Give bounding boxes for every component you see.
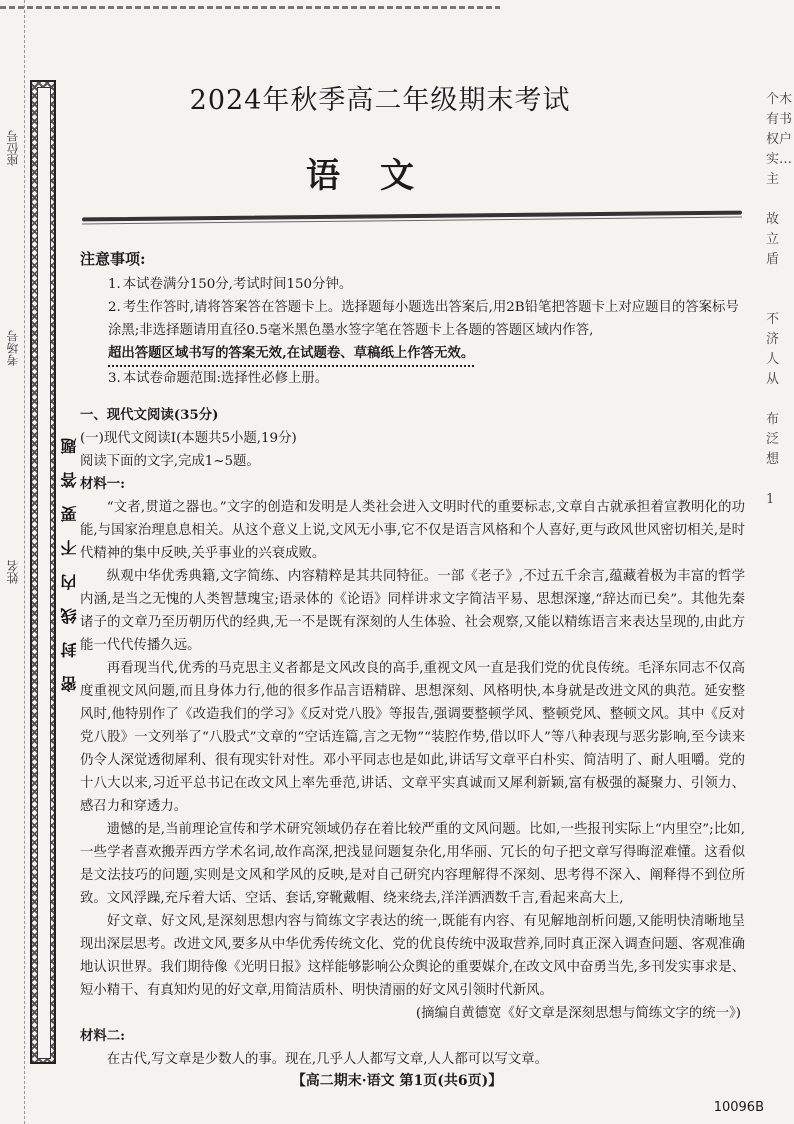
adjacent-page-fragment: 个木: [766, 92, 793, 107]
paragraph: 再看现当代,优秀的马克思主义者都是文风改良的高手,重视文风一直是我们党的优良传统。毛泽东同志不仅高度重视文风问题,而且身体力行,他的很多作品言语精辟、思想深刻、风格明快,本身就是改进文风的典范。延安整风时,他特别作了《改造我们的学习》《反对党八股》等报告,强调要整顿学风、整顿党风、整顿文风。其中《反对党八股》一文列举了“八股式”文章的“空话连篇,言之无物”“装腔作势,借以吓人”等八种表现与恶劣影响,至今读来仍令人深觉透彻犀利、很有现实针对性。邓小平同志也是如此,讲话写文章平白朴实、简洁明了、耐人咀嚼。党的十八大以来,习近平总书记在改文风上率先垂范,讲话、文章平实真诚而又犀利新颖,富有极强的凝聚力、引领力、感召力和穿透力。: [80, 661, 745, 814]
exam-subject: 语文: [306, 156, 454, 196]
name-label: 姓名: [6, 560, 20, 584]
binding-warning: 密封线内不要答题: [60, 420, 79, 692]
adjacent-page-fragment: [766, 290, 794, 310]
subsection-heading: (一)现代文阅读Ⅰ(本题共5小题,19分): [80, 431, 297, 446]
paragraph: 纵观中华优秀典籍,文字简练、内容精粹是其共同特征。一部《老子》,不过五千余言,蕴藏着极为丰富的哲学内涵,是当之无愧的人类智慧瑰宝;语录体的《论语》同样讲求文字简洁平易、思想深邃,“辞达而已矣”。其他先秦诸子的文章乃至历朝历代的经典,无一不是既有深刻的人生体验、社会观察,又能以精练语言来表达呈现的,由此方能一代代传播久远。: [80, 569, 745, 653]
material-one-label: 材料一:: [80, 476, 126, 492]
notice-text: 本试卷满分150分,考试时间150分钟。: [122, 277, 353, 292]
adjacent-page-fragment: 1: [766, 492, 775, 507]
notice-number: 1.: [108, 277, 121, 292]
exam-code: 10096B: [713, 1100, 764, 1115]
adjacent-page-fragment: 想: [766, 452, 780, 467]
source-citation: (摘编自黄德宽《好文章是深刻思想与简练文字的统一》): [415, 1006, 741, 1021]
notice-text: 考生作答时,请将答案答在答题卡上。选择题每小题选出答案后,用2B铅笔把答题卡上对应题目的答案标号涂黑;非选择题请用直径0.5毫米黑色墨水签字笔在答题卡上各题的答题区域内作答,: [108, 300, 739, 338]
adjacent-page-fragment: 立: [766, 232, 780, 247]
binding-strip: [30, 80, 56, 1064]
adjacent-page-fragment: 布: [766, 412, 780, 427]
notice-text: 本试卷命题范围:选择性必修上册。: [122, 371, 329, 386]
adjacent-page-edge: [766, 90, 794, 510]
adjacent-page-fragment: [766, 470, 794, 490]
adjacent-page-fragment: 故: [766, 212, 780, 227]
notice-item: [80, 367, 745, 390]
adjacent-page-fragment: 主: [766, 172, 780, 187]
notice-item: [80, 273, 745, 296]
notice-item: [80, 296, 745, 367]
adjacent-page-fragment: 济: [766, 332, 780, 347]
material-two-label: 材料二:: [80, 1028, 126, 1044]
adjacent-page-fragment: 不: [766, 312, 780, 327]
top-rule: [0, 6, 500, 9]
exam-title: 2024年秋季高二年级期末考试: [189, 85, 571, 116]
adjacent-page-fragment: 有书: [766, 112, 793, 127]
paragraph: “文者,贯道之器也。”文字的创造和发明是人类社会进入文明时代的重要标志,文章自古就承担着宣教明化的功能,与国家治理息息相关。从这个意义上说,文风无小事,它不仅是语言风格和个人喜好,更与政风世风密切相关,是时代精神的集中反映,关乎事业的兴衰成败。: [80, 500, 745, 561]
adjacent-page-fragment: [766, 270, 794, 290]
exam-room-label: 考场号: [6, 330, 20, 366]
binding-strip-inner: [37, 87, 51, 1059]
section-heading: 一、现代文阅读(35分): [80, 407, 219, 423]
notice-heading: 注意事项:: [80, 250, 146, 268]
adjacent-page-fragment: 权户: [766, 132, 793, 147]
paragraph: 好文章、好文风,是深刻思想内容与简练文字表达的统一,既能有内容、有见解地剖析问题,又能明快清晰地呈现出深层思考。改进文风,要多从中华优秀传统文化、党的优良传统中汲取营养,同时真正深入调查问题、客观准确地认识世界。我们期待像《光明日报》这样能够影响公众舆论的重要媒介,在改文风中奋勇当先,多刊发实事求是、短小精干、有真知灼见的好文章,用简洁质朴、明快清丽的好文风引领时代新风。: [80, 914, 745, 998]
adjacent-page-fragment: 泛: [766, 432, 780, 447]
notice-emphasis: 超出答题区域书写的答案无效,在试题卷、草稿纸上作答无效。: [108, 342, 474, 367]
paragraph: 遗憾的是,当前理论宣传和学术研究领域仍存在着比较严重的文风问题。比如,一些报刊实际上“内里空”;比如,一些学者喜欢搬弄西方学术名词,故作高深,把浅显问题复杂化,用华丽、冗长的句子把文章写得晦涩难懂。这看似是文法技巧的问题,实则是文风和学风的反映,是对自己研究内容理解得不深刻、思考得不深入、阐释得不到位所致。文风浮躁,充斥着大话、空话、套话,穿靴戴帽、绕来绕去,洋洋洒洒数千言,看起来高大上,: [80, 822, 745, 906]
adjacent-page-fragment: [766, 390, 794, 410]
notice-number: 2.: [108, 300, 121, 315]
seat-number-label: 座位号: [6, 130, 20, 166]
adjacent-page-fragment: 人: [766, 352, 780, 367]
adjacent-page-fragment: [766, 190, 794, 210]
notice-number: 3.: [108, 371, 121, 386]
paragraph: 在古代,写文章是少数人的事。现在,几乎人人都写文章,人人都可以写文章。: [106, 1052, 549, 1067]
adjacent-page-fragment: 从: [766, 372, 780, 387]
adjacent-page-fragment: 实…: [766, 152, 793, 167]
page-footer: 【高二期末·语文 第1页(共6页)】: [291, 1073, 503, 1089]
exam-content: [80, 248, 745, 1071]
adjacent-page-fragment: 盾: [766, 252, 780, 267]
instruction: 阅读下面的文字,完成1~5题。: [80, 454, 260, 469]
